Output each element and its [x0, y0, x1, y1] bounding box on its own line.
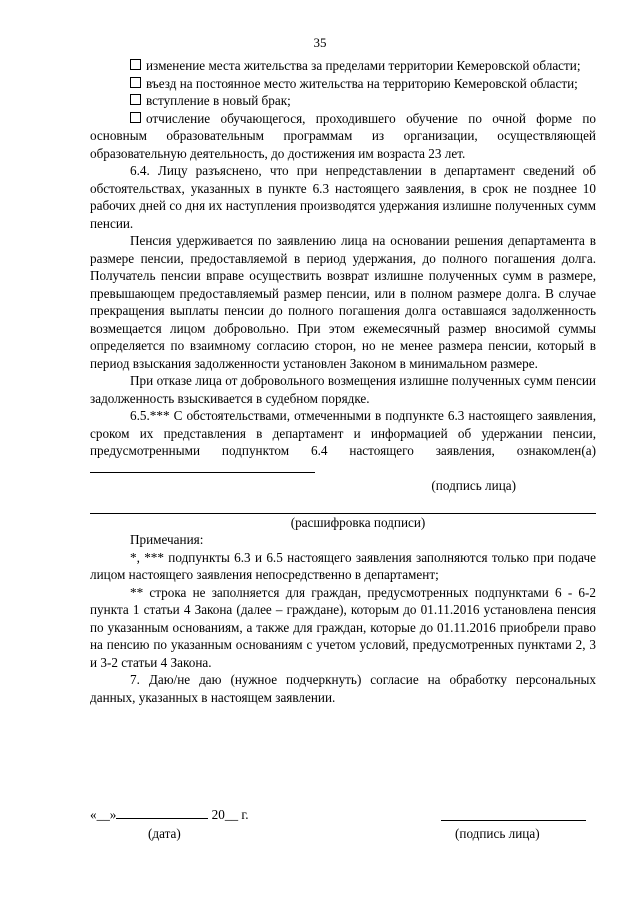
checkbox-item-label: вступление в новый брак; [146, 93, 291, 108]
signature-caption-bottom: (подпись лица) [455, 826, 540, 841]
checkbox-item-label: въезд на постоянное место жительства на территорию Кемеровской области; [146, 75, 578, 91]
note-1: *, *** подпункты 6.3 и 6.5 настоящего заявления заполняются только при подаче лицом настоящего заявления непосредственно в департамент; [90, 549, 596, 582]
date-caption: (дата) [148, 826, 181, 841]
checkbox-icon[interactable] [130, 77, 141, 88]
paragraph-pension-withholding: Пенсия удерживается по заявлению лица на основании решения департамента в размере пенсии, предоставляемой в период удержания, до полного погашения долга. Получатель пенсии вправе осуществить возврат излишне полученных сумм в размере, превышающем предоставляемый размер пенсии, или в полном размере долга. В случае прекращения выплаты пенсии до полного погашения долга оставшаяся задолженность возмещается лицом добровольно. При этом ежемесячный размер вносимой суммы определяется по взаимному согласию сторон, но не менее размера пенсии, который в период взыскания задолженности установлен Законом в минимальном размере. [90, 233, 596, 371]
paragraph-6-4: 6.4. Лицу разъяснено, что при непредставлении в департамент сведений об обстоятельствах, указанных в пункте 6.3 настоящего заявления, в срок не позднее 10 рабочих дней со дня их наступления производятся удержания излишне полученных сумм пенсии. [90, 163, 596, 231]
checkbox-item-expulsion [90, 110, 596, 163]
signature-field-bottom[interactable] [441, 820, 586, 821]
date-signature-row [90, 806, 596, 826]
paragraph-6-5 [90, 407, 596, 477]
paragraph-6-5-text: 6.5.*** С обстоятельствами, отмеченными в подпункте 6.3 настоящего заявления, сроком их представления в департамент и информацией об удержании пенсии, предусмотренными подпунктом 6.4 настоящего заявления, ознакомлен(а) [90, 408, 596, 458]
date-month-line[interactable] [116, 806, 208, 819]
checkbox-item-entry [90, 75, 596, 93]
checkbox-icon[interactable] [130, 94, 141, 105]
paragraph-refusal: При отказе лица от добровольного возмещения излишне полученных сумм пенсии задолженность взыскивается в судебном порядке. [90, 373, 596, 406]
signature-decoding-field[interactable] [90, 497, 596, 514]
date-field[interactable] [90, 806, 249, 823]
date-year: 20__ г. [211, 807, 249, 822]
notes-heading: Примечания: [130, 532, 204, 547]
document-body [90, 57, 596, 706]
note-2: ** строка не заполняется для граждан, предусмотренных подпунктами 6 - 6-2 пункта 1 статьи 4 Закона (далее – граждане), которым до 01.11.2016 установлена пенсия по указанным основаниям, а также для граждан, которые до 01.11.2016 приобрели право на пенсию по указанным основаниям с учетом условий, предусмотренных пунктами 2, 3 и 3-2 статьи 4 Закона. [90, 584, 596, 670]
signature-caption-person: (подпись лица) [431, 478, 516, 493]
signature-decoding-caption: (расшифровка подписи) [290, 514, 426, 530]
checkbox-icon[interactable] [130, 112, 141, 123]
checkbox-item-marriage [90, 92, 596, 110]
paragraph-7-consent: 7. Даю/не даю (нужное подчеркнуть) согласие на обработку персональных данных, указанных в настоящем заявлении. [90, 672, 596, 705]
checkbox-item-label: отчисление обучающегося, проходившего обучение по очной форме по основным образовательным программам из организации, осуществляющей образовательную деятельность, до достижения им возраста 23 лет. [90, 110, 596, 161]
checkbox-item-residence-change [90, 57, 596, 75]
checkbox-item-label: изменение места жительства за пределами территории Кемеровской области; [146, 58, 581, 73]
page-number: 35 [313, 35, 327, 50]
checkbox-icon[interactable] [130, 59, 141, 70]
signature-field-inline[interactable] [90, 460, 315, 473]
date-day: «__» [90, 807, 117, 822]
